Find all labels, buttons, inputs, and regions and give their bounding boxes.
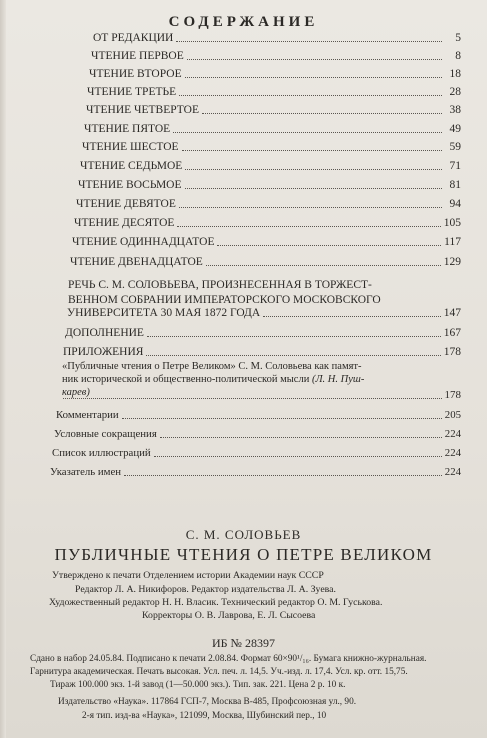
toc-entry-title: ЧТЕНИЕ ТРЕТЬЕ [87,86,177,98]
dot-leader [263,316,441,317]
dot-leader [182,150,442,151]
dot-leader [124,475,442,476]
book-title: ПУБЛИЧНЫЕ ЧТЕНИЯ О ПЕТРЕ ВЕЛИКОМ [54,545,433,564]
toc-entry-page: 38 [449,104,461,116]
dot-leader [63,398,442,399]
dot-leader [122,418,442,419]
appendix-author: (Л. Н. Пуш- [311,374,365,385]
appendix-line: «Публичные чтения о Петре Великом» С. М. Соловьева как памят- [62,361,362,372]
toc-entry-title: ДОПОЛНЕНИЕ [65,327,144,339]
toc-entry [93,30,461,46]
toc-entry-page: 224 [444,466,461,478]
speech-line: УНИВЕРСИТЕТА 30 МАЯ 1872 ГОДА [67,307,261,319]
toc-entry [50,464,461,480]
book-author: С. М. СОЛОВЬЕВ [185,527,302,542]
toc-entry-page: 28 [449,86,461,98]
imprint-line: Редактор Л. А. Никифоров. Редактор издательства Л. А. Зуева. [75,584,336,595]
dot-leader [179,207,442,208]
toc-entry-page: 147 [443,307,461,319]
toc-entry-title: Условные сокращения [54,428,157,440]
colophon-line: Тираж 100.000 экз. 1-й завод (1—50.000 экз.). Тип. зак. 221. Цена 2 р. 10 к. [50,680,346,690]
toc-entry [70,254,461,270]
toc-entry-page: 8 [455,50,461,62]
toc-entry-title: Комментарии [56,409,119,421]
toc-entry-speech [68,278,423,307]
dot-leader [176,41,442,42]
appendix-page-row [60,387,461,403]
toc-entry-title: ЧТЕНИЕ ДВЕНАДЦАТОЕ [70,256,203,268]
appendix-author: карев) [62,387,90,398]
dot-leader [202,113,442,114]
toc-entry-page: 49 [449,123,461,135]
colophon-line: Сдано в набор 24.05.84. Подписано к печати 2.08.84. Формат 60×90¹/₁₆. Бумага книжно-журнальная. [30,654,427,664]
toc-entry-page: 94 [449,198,461,210]
toc-entry-title: ЧТЕНИЕ ОДИННАДЦАТОЕ [72,236,215,248]
ib-number: ИБ № 28397 [211,636,275,650]
toc-entry-page: 105 [443,217,461,229]
dot-leader [147,336,441,337]
colophon-line: 2-я тип. изд-ва «Наука», 121099, Москва, Шубинский пер., 10 [82,711,327,721]
toc-entry [74,215,461,231]
toc-entry-page: 224 [444,447,461,459]
toc-entry-page: 81 [449,179,461,191]
toc-entry-title: ЧТЕНИЕ СЕДЬМОЕ [80,160,183,172]
colophon-line: Издательство «Наука». 117864 ГСП-7, Москва В-485, Профсоюзная ул., 90. [58,697,357,707]
toc-entry-page: 117 [444,236,461,248]
toc-entry-page: 71 [449,160,461,172]
toc-entry-title: ЧТЕНИЕ ПЯТОЕ [84,123,171,135]
toc-entry [78,177,461,193]
toc-entry [82,139,461,155]
toc-entry-title: ПРИЛОЖЕНИЯ [63,346,144,358]
speech-line: РЕЧЬ С. М. СОЛОВЬЕВА, ПРОИЗНЕСЕННАЯ В ТОРЖЕСТ- [68,279,372,291]
toc-entry [91,48,461,64]
toc-entry-page: 5 [455,32,461,44]
dot-leader [146,355,440,356]
toc-entry-title: ЧТЕНИЕ ВОСЬМОЕ [78,179,182,191]
toc-entry [54,426,461,442]
page-fold-shadow [0,0,6,738]
toc-title: СОДЕРЖАНИЕ [168,14,319,30]
toc-entry [86,102,461,118]
toc-entry [87,84,461,100]
colophon-line: Гарнитура академическая. Печать высокая. Усл. печ. л. 14,5. Уч.-изд. л. 17,4. Усл. кр. отт. 15,75. [30,667,408,677]
dot-leader [160,437,442,438]
toc-entry-page: 129 [443,256,461,268]
dot-leader [179,95,442,96]
toc-entry-title: ЧТЕНИЕ ШЕСТОЕ [82,141,179,153]
appendix-line: ник исторической и общественно-политической мысли [62,374,310,385]
toc-entry-speech-last [67,305,461,321]
dot-leader [154,456,442,457]
imprint-line: Корректоры О. В. Лаврова, Е. Л. Сысоева [142,610,316,621]
dot-leader [185,188,442,189]
toc-entry-page: 178 [444,389,461,401]
toc-entry [76,196,461,212]
toc-entry [52,445,461,461]
dot-leader [217,245,441,246]
toc-entry [80,158,461,174]
dot-leader [187,59,442,60]
toc-entry [72,234,461,250]
speech-line: ВЕННОМ СОБРАНИИ ИМПЕРАТОРСКОГО МОСКОВСКОГО [68,293,381,306]
dot-leader [185,77,442,78]
toc-entry-appendices [63,344,461,360]
toc-entry-page: 178 [443,346,461,358]
dot-leader [173,132,442,133]
toc-entry-title: ЧТЕНИЕ ПЕРВОЕ [91,50,184,62]
toc-entry-title: ЧТЕНИЕ ЧЕТВЕРТОЕ [86,104,199,116]
toc-entry-title: Указатель имен [50,466,122,478]
toc-entry-page: 18 [449,68,461,80]
toc-entry [56,407,461,423]
toc-entry-title: ЧТЕНИЕ ДЕВЯТОЕ [76,198,176,210]
toc-entry [84,121,461,137]
dot-leader [177,226,440,227]
toc-entry-title: Список иллюстраций [52,447,151,459]
toc-entry-page: 205 [444,409,461,421]
toc-entry [89,66,461,82]
toc-entry-title: ЧТЕНИЕ ВТОРОЕ [89,68,182,80]
toc-entry-supplement [65,325,461,341]
imprint-line: Утверждено к печати Отделением истории Академии наук СССР [52,570,324,581]
dot-leader [206,265,441,266]
toc-entry-page: 59 [449,141,461,153]
toc-entry-page: 224 [444,428,461,440]
dot-leader [185,169,442,170]
toc-entry-page: 167 [443,327,461,339]
toc-entry-title: ЧТЕНИЕ ДЕСЯТОЕ [74,217,175,229]
imprint-line: Художественный редактор Н. Н. Власик. Технический редактор О. М. Гуськова. [49,597,383,608]
toc-entry-title: ОТ РЕДАКЦИИ [93,32,174,44]
